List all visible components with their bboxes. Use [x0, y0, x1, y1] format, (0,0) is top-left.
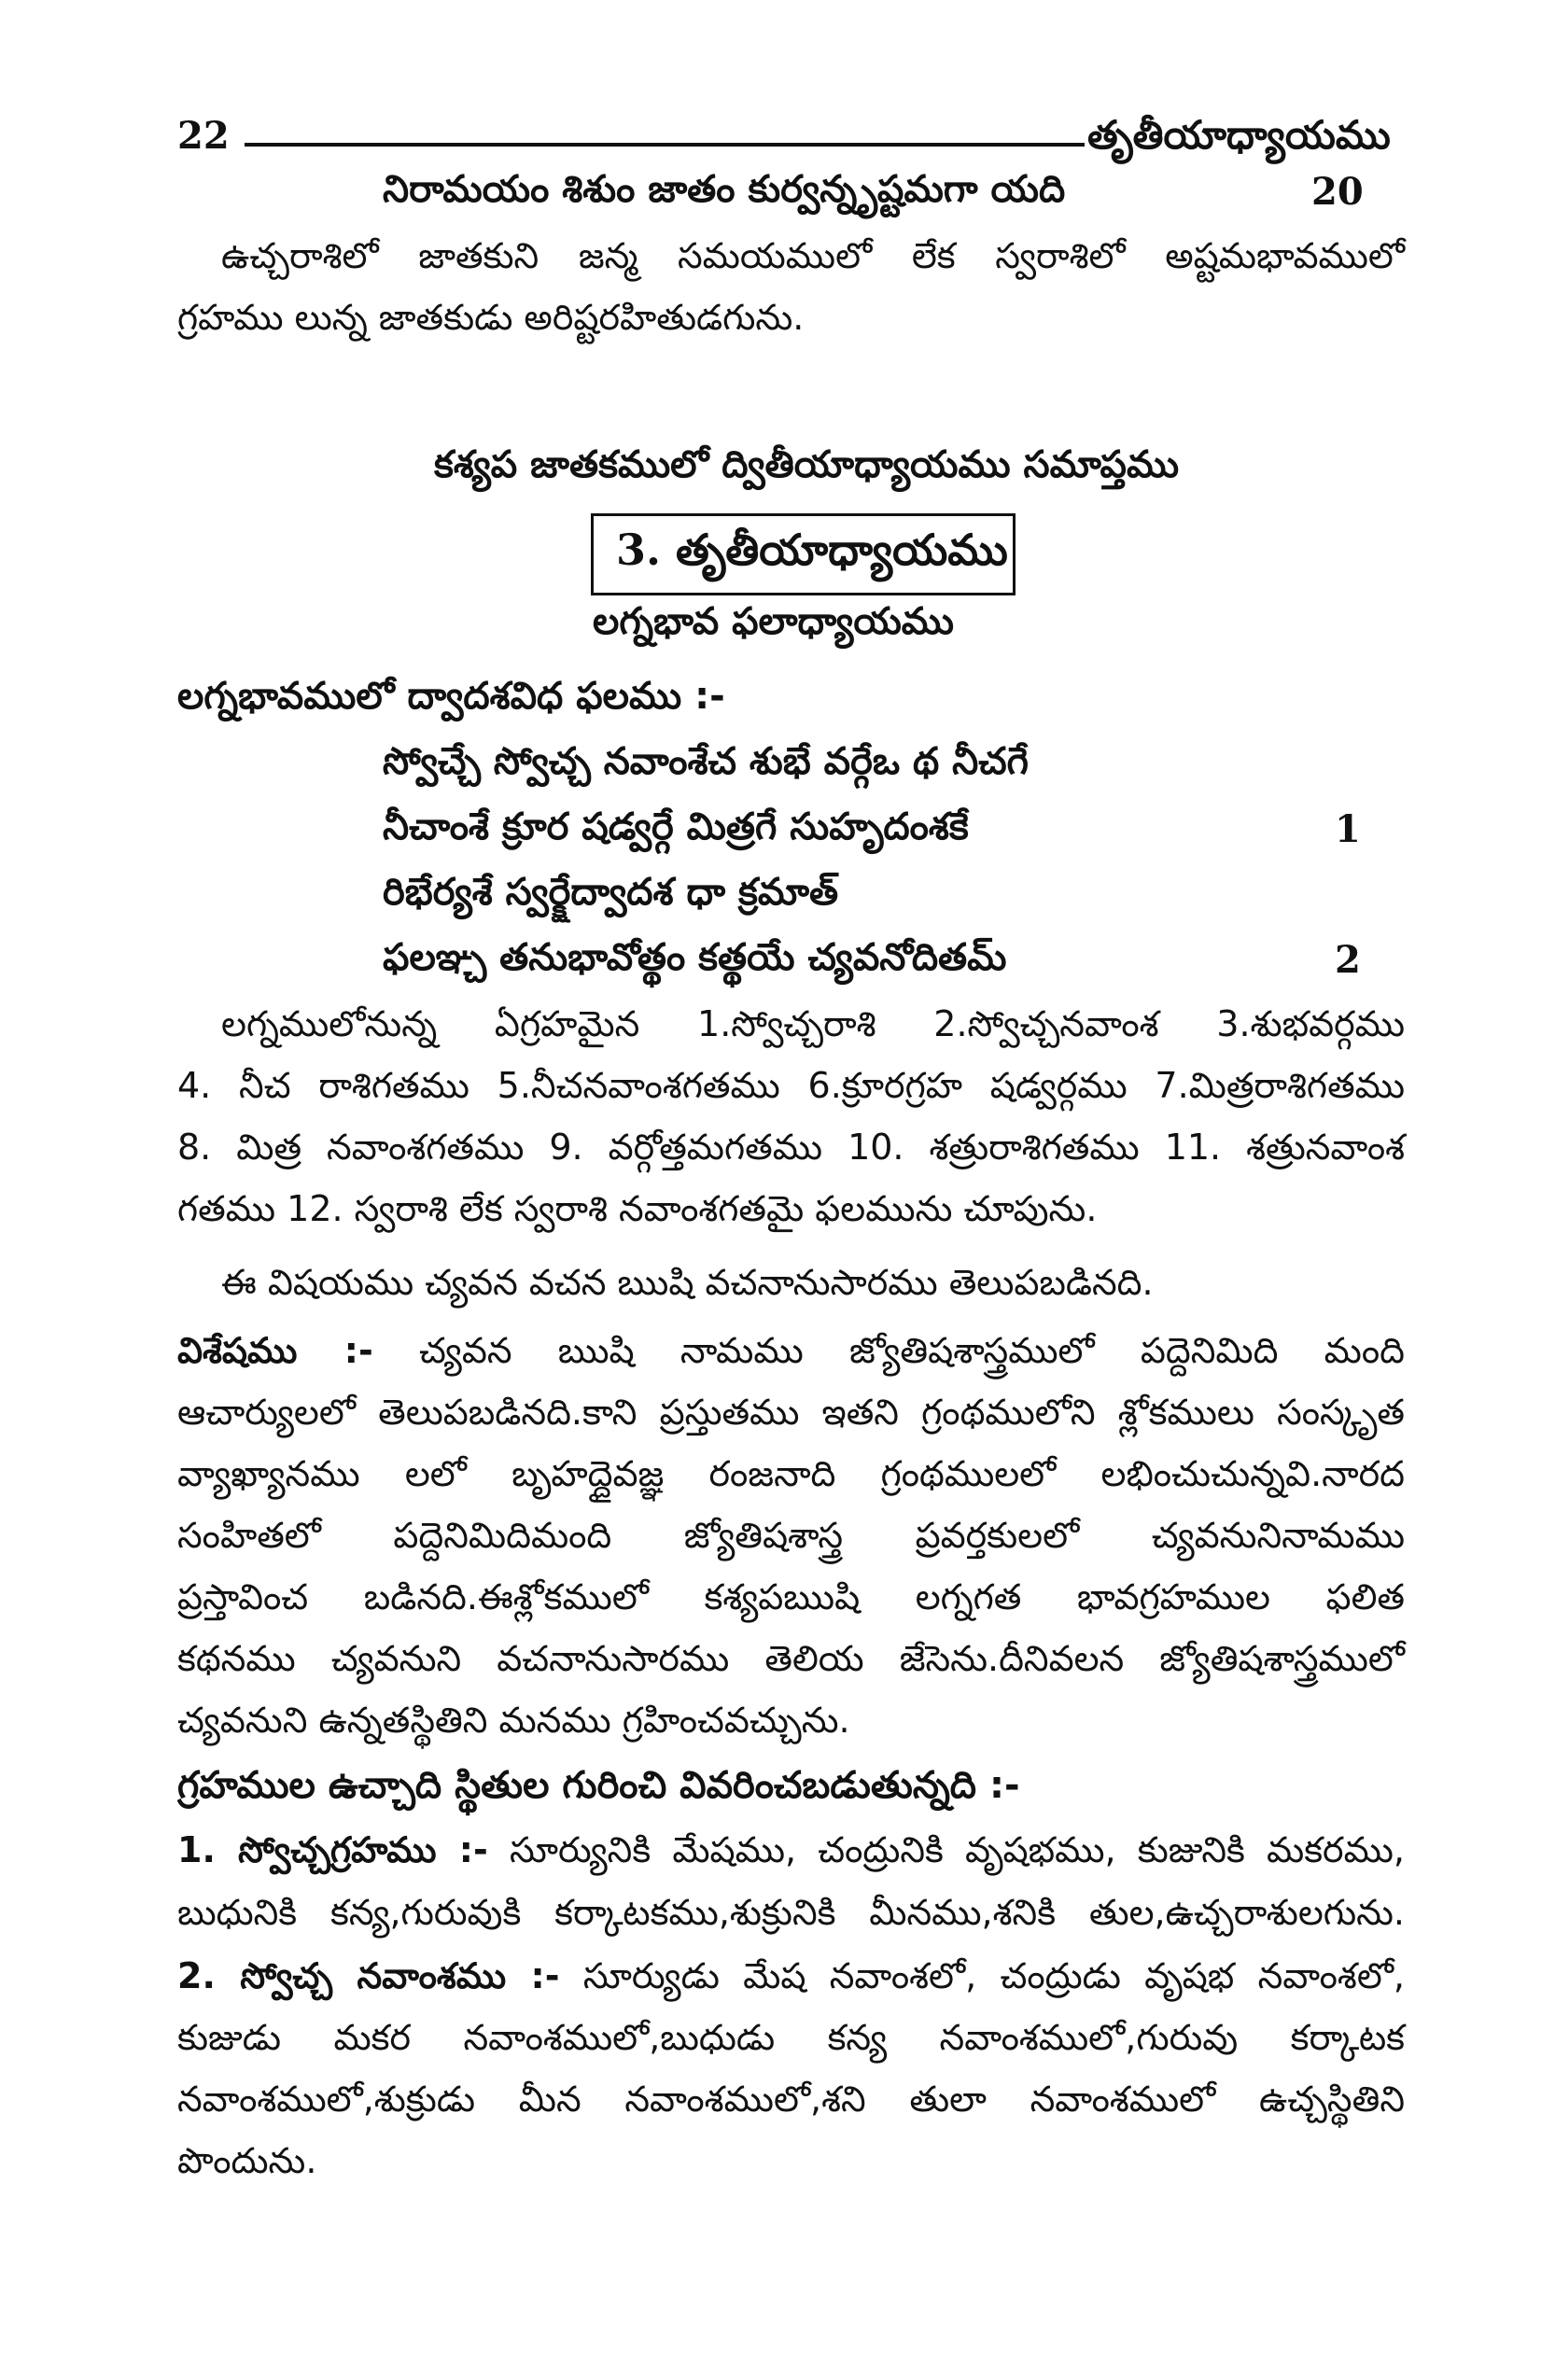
chapter-subtitle: లగ్నభావ ఫలాధ్యాయము — [593, 600, 954, 643]
page-number: 22 — [177, 114, 230, 158]
verse-line: స్వోచ్చే స్వోచ్చ నవాంశేచ శుభే వర్గేఒ థ నీచగే — [383, 740, 1029, 783]
paragraph-line: లగ్నములోనున్న ఏగ్రహమైన 1.స్వోచ్చరాశి 2.స్వోచ్చనవాంశ 3.శుభవర్గము — [221, 1003, 1405, 1044]
paragraph-line: బుధునికి కన్య,గురువుకి కర్కాటకము,శుక్రునికి మీనము,శనికి తుల,ఉచ్చరాశులగును. — [177, 1892, 1405, 1933]
paragraph-line: వ్యాఖ్యానము లలో బృహద్దైవజ్ఞ రంజనాది గ్రంథములలో లభించుచున్నవి.నారద — [177, 1453, 1405, 1494]
paragraph-line: సంహితలో పద్దెనిమిదిమంది జ్యోతిషశాస్త్ర ప్రవర్తకులలో చ్యవనునినామము — [177, 1515, 1405, 1556]
paragraph-line: కుజుడు మకర నవాంశములో,బుధుడు కన్య నవాంశములో,గురువు కర్కాటక — [177, 2017, 1405, 2058]
paragraph-line: ఆచార్యులలో తెలుపబడినది.కాని ప్రస్తుతము ఇతని గ్రంథములోని శ్లోకములు సంస్కృత — [177, 1392, 1405, 1433]
paragraph-line: కథనము చ్యవనుని వచనానుసారము తెలియ జేసెను.దీనివలన జ్యోతిషశాస్త్రములో — [177, 1638, 1405, 1679]
item-2-label: 2. స్వోచ్చ నవాంశము :- — [177, 1955, 560, 1996]
verse-number-20: 20 — [1311, 170, 1364, 214]
special-note-text: చ్యవన ఋషి నామము జ్యోతిషశాస్త్రములో పద్దెనిమిది మంది — [418, 1330, 1405, 1371]
chapter-number: 3. — [616, 525, 662, 575]
chapter-end-heading: కశ్యప జాతకములో ద్వితీయాధ్యాయము సమాప్తము — [434, 443, 1180, 486]
section-heading: లగ్నభావములో ద్వాదశవిధ ఫలము :- — [177, 675, 725, 718]
header-rule — [245, 143, 1085, 147]
verse-line: ఫలఞ్చ తనుభావోత్థం కత్థయే చ్యవనోదితమ్ — [383, 936, 1007, 979]
special-note-first-line — [177, 1330, 1405, 1380]
paragraph-line: 8. మిత్ర నవాంశగతము 9. వర్గోత్తమగతము 10. శత్రురాశిగతము 11. శత్రునవాంశ — [177, 1127, 1405, 1168]
paragraph-line: చ్యవనుని ఉన్నతస్థితిని మనము గ్రహించవచ్చును. — [177, 1700, 850, 1741]
verse-number: 1 — [1335, 807, 1361, 851]
verse-line: రిభేర్యశే స్వర్క్షేద్వాదశ ధా క్రమాత్ — [383, 871, 839, 914]
paragraph-line: గతము 12. స్వరాశి లేక స్వరాశి నవాంశగతమై ఫలమును చూపును. — [177, 1188, 1098, 1229]
paragraph-line: నవాంశములో,శుక్రుడు మీన నవాంశములో,శని తులా నవాంశములో ఉచ్చస్థితిని — [177, 2079, 1405, 2120]
item-1-label: 1. స్వోచ్చగ్రహము :- — [177, 1829, 488, 1870]
chapter-title — [616, 525, 1008, 586]
verse-line: నీచాంశే క్రూర షడ్వర్గే మిత్రగే సుహృదంశకే — [383, 805, 969, 848]
planets-heading: గ్రహముల ఉచ్చాది స్థితుల గురించి వివరించబడుతున్నది :- — [177, 1764, 1020, 1807]
paragraph-line: పొందును. — [177, 2140, 317, 2181]
item-2-text: సూర్యుడు మేష నవాంశలో, చంద్రుడు వృషభ నవాంశలో, — [582, 1955, 1405, 1996]
source-line: ఈ విషయము చ్యవన వచన ఋషి వచనానుసారము తెలుపబడినది. — [221, 1262, 1154, 1303]
chapter-title-text: తృతీయాధ్యాయము — [676, 525, 1008, 575]
special-note-label: విశేషము :- — [177, 1330, 373, 1371]
item-1-text: సూర్యునికి మేషము, చంద్రునికి వృషభము, కుజునికి మకరము, — [509, 1829, 1405, 1870]
item-1-first-line — [177, 1829, 1405, 1880]
verse-number: 2 — [1335, 938, 1361, 982]
verse-line-20: నిరామయం శిశుం జాతం కుర్వన్నృష్టమగా యది — [383, 168, 1066, 211]
paragraph-line: ఉచ్చరాశిలో జాతకుని జన్మ సమయములో లేక స్వరాశిలో అష్టమభావములో — [221, 235, 1405, 276]
item-2-first-line — [177, 1955, 1405, 2006]
paragraph-line: గ్రహము లున్న జాతకుడు అరిష్టరహితుడగును. — [177, 297, 805, 338]
paragraph-line: ప్రస్తావించ బడినది.ఈశ్లోకములో కశ్యపఋషి లగ్నగత భావగ్రహముల ఫలిత — [177, 1576, 1405, 1617]
running-header-chapter: తృతీయాధ్యాయము — [1087, 112, 1391, 158]
paragraph-line: 4. నీచ రాశిగతము 5.నీచనవాంశగతము 6.క్రూరగ్రహ షడ్వర్గము 7.మిత్రరాశిగతము — [177, 1065, 1405, 1106]
